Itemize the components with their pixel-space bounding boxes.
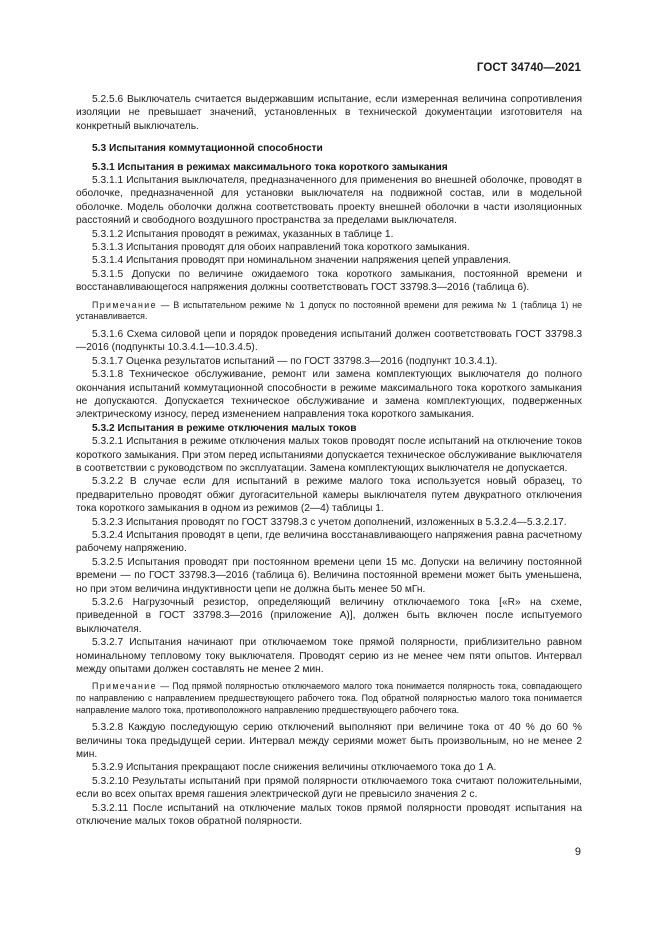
paragraph-5-3-2-1: 5.3.2.1 Испытания в режиме отключения малых токов проводят после испытаний на отключение токов короткого замыкания. При этом перед испытаниями допускается техническое обслуживание выключателя в соответствии с руководством по эксплуатации. Замена комплектующих выключателя не допускается. <box>76 436 582 474</box>
subsection-heading-5-3-1: 5.3.1 Испытания в режимах максимального тока короткого замыкания <box>92 161 448 173</box>
paragraph-5-3-1-3: 5.3.1.3 Испытания проводят для обоих направлений тока короткого замыкания. <box>92 242 470 254</box>
note-1 <box>76 300 582 323</box>
paragraph-5-3-2-11: 5.3.2.11 После испытаний на отключение малых токов прямой полярности проводят испытания на отключение малых токов обратной полярности. <box>76 802 582 828</box>
paragraph-5-3-1-1: 5.3.1.1 Испытания выключателя, предназначенного для применения во внешней оболочке, проводят в оболочке, предназначенной для установки выключателя на подвижной состав, или в модельной оболочке. Модель оболочки должна соответствовать проекту внешней оболочки в части изоляционных расстояний и свободного воздушного пространства за пределами выключателя. <box>76 175 582 227</box>
paragraph-5-3-2-8: 5.3.2.8 Каждую последующую серию отключений выполняют при величине тока от 40 % до 60 % величины тока предыдущей серии. Интервал между сериями может быть произвольным, но не менее 2 мин. <box>76 722 582 761</box>
note-2-label: Примечание <box>92 681 157 692</box>
note-1-label: Примечание <box>92 299 157 310</box>
paragraph-5-3-2-3: 5.3.2.3 Испытания проводят по ГОСТ 33798.3 с учетом дополнений, изложенных в 5.3.2.4—5.3.2.17. <box>92 516 567 528</box>
paragraph-5-3-1-7: 5.3.1.7 Оценка результатов испытаний — по ГОСТ 33798.3—2016 (подпункт 10.3.4.1). <box>92 355 498 367</box>
paragraph-5-3-1-8: 5.3.1.8 Техническое обслуживание, ремонт или замена комплектующих выключателя до полного окончания испытаний коммутационной способности в режиме максимального тока короткого замыкания не допускаются. Допускается техническое обслуживание и замена комплектующих, подверженных электрическому износу, перед изменением направления тока короткого замыкания. <box>76 369 582 421</box>
paragraph-5-3-2-5: 5.3.2.5 Испытания проводят при постоянном времени цепи 15 мс. Допуски на величину постоянной времени — по ГОСТ 33798.3—2016 (таблица 6). Величина постоянной времени может быть уменьшена, но при этом величина индуктивности цепи не должна быть менее 50 мГн. <box>76 556 582 595</box>
paragraph-5-3-2-4: 5.3.2.4 Испытания проводят в цепи, где величина восстанавливающего напряжения равна расчетному рабочему напряжению. <box>76 529 582 555</box>
note-2-text: — Под прямой полярностью отключаемого малого тока понимается полярность тока, совпадающего по направлению с направлением предшествующего рабочего тока. Под обратной полярностью малого тока понимается направление малого тока, противоположного направлению предшествующего рабочего тока. <box>76 681 582 715</box>
subsection-heading-5-3-2: 5.3.2 Испытания в режиме отключения малых токов <box>92 422 357 434</box>
paragraph-5-3-1-5: 5.3.1.5 Допуски по величине ожидаемого тока короткого замыкания, постоянной времени и восстанавливающегося напряжения должны соответствовать ГОСТ 33798.3—2016 (таблица 6). <box>76 268 582 294</box>
standard-code-header: ГОСТ 34740—2021 <box>476 62 581 74</box>
page-content <box>76 93 582 828</box>
paragraph-5-3-2-10: 5.3.2.10 Результаты испытаний при прямой полярности отключаемого тока считают положительными, если во всех опытах время гашения электрической дуги не превысило значения 2 с. <box>76 775 582 801</box>
paragraph-5-3-1-2: 5.3.1.2 Испытания проводят в режимах, указанных в таблице 1. <box>92 228 394 240</box>
paragraph-5-3-2-9: 5.3.2.9 Испытания прекращают после снижения величины отключаемого тока до 1 А. <box>92 762 497 774</box>
paragraph-5-3-2-7: 5.3.2.7 Испытания начинают при отключаемом токе прямой полярности, приблизительно равном номинальному тепловому току выключателя. Проводят серию из не менее чем пяти опытов. Интервал между опытами должен составлять не менее 2 мин. <box>76 637 582 676</box>
page-number: 9 <box>574 846 581 858</box>
section-heading-5-3: 5.3 Испытания коммутационной способности <box>92 143 323 155</box>
paragraph-5-2-5-6: 5.2.5.6 Выключатель считается выдержавшим испытание, если измеренная величина сопротивления изоляции не превышает значений, установленных в технической документации изготовителя на конкретный выключатель. <box>76 94 582 132</box>
paragraph-5-3-1-4: 5.3.1.4 Испытания проводят при номинальном значении напряжения цепей управления. <box>92 255 512 267</box>
paragraph-5-3-2-2: 5.3.2.2 В случае если для испытаний в режиме малого тока используется новый образец, то предварительно проводят обжиг дугогасительной камеры выключателя путем двукратного отключения тока короткого замыкания в одном из режимов (2—4) таблицы 1. <box>76 476 582 515</box>
note-2 <box>76 681 582 716</box>
note-1-text: — В испытательном режиме № 1 допуск по постоянной времени для режима № 1 (таблица 1) не устанавливается. <box>76 299 582 322</box>
paragraph-5-3-2-6: 5.3.2.6 Нагрузочный резистор, определяющий величину отключаемого тока [«R» на схеме, приведенной в ГОСТ 33798.3—2016 (приложение А)], должен быть включен после испытуемого выключателя. <box>76 597 582 635</box>
paragraph-5-3-1-6: 5.3.1.6 Схема силовой цепи и порядок проведения испытаний должен соответствовать ГОСТ 33798.3—2016 (подпункты 10.3.4.1—10.3.4.5). <box>76 328 582 354</box>
